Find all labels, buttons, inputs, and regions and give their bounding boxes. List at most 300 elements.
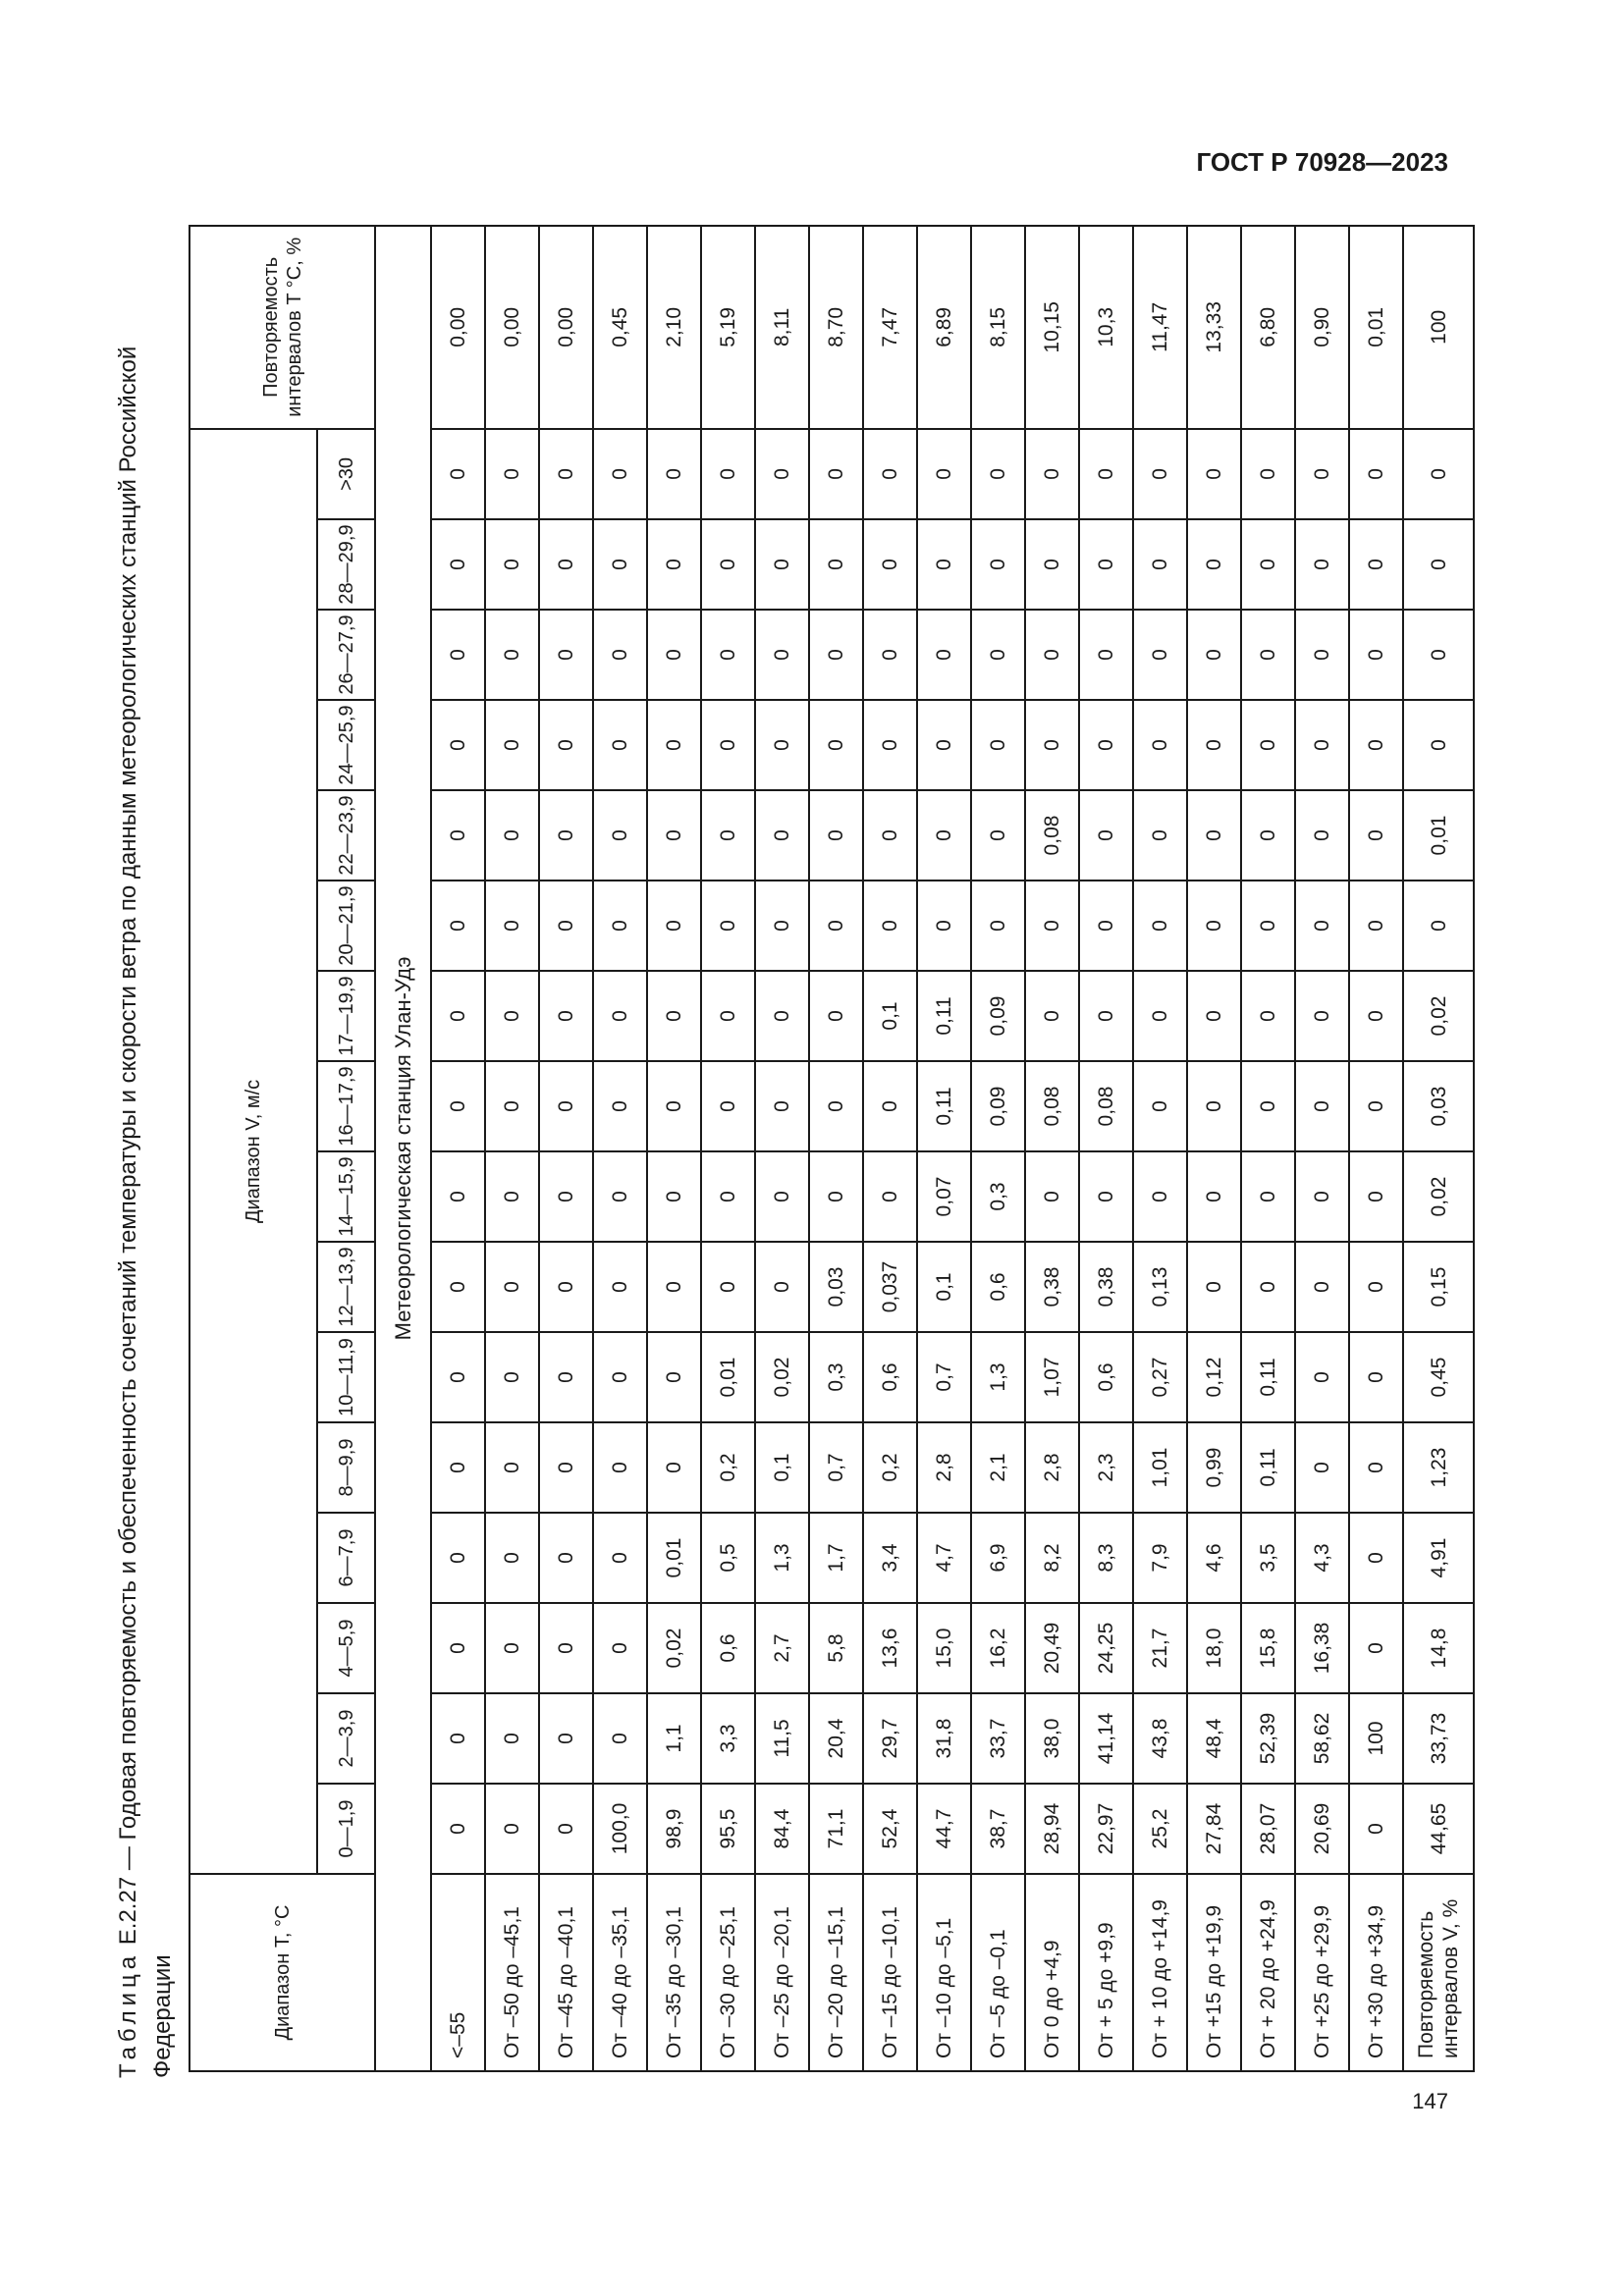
header-speed-bin: 2—3,9 [317,1693,375,1784]
table-cell: 0,03 [809,1242,863,1332]
table-cell: 0 [1025,610,1079,700]
table-cell: 0 [971,610,1025,700]
table-cell: 31,8 [917,1693,971,1784]
table-cell: 0 [917,700,971,790]
table-cell: 0 [539,1242,593,1332]
table-cell: 0 [539,971,593,1061]
table-cell: 0,38 [1079,1242,1133,1332]
table-cell: 0 [593,1332,647,1422]
table-cell: 0 [1241,519,1295,610]
table-cell: 0 [1079,700,1133,790]
table-cell: 0,6 [701,1603,755,1693]
table-cell: 0 [593,1422,647,1513]
table-cell: 0 [1079,790,1133,881]
rotated-table-area [111,227,1462,2078]
table-row [593,226,647,2071]
table-cell: 33,7 [971,1693,1025,1784]
table-cell: 0 [1079,610,1133,700]
table-cell: 0 [1349,519,1403,610]
row-frequency: 0,01 [1349,226,1403,429]
table-cell: 0 [863,790,917,881]
table-cell: 7,9 [1133,1513,1187,1603]
row-label: От + 20 до +24,9 [1241,1874,1295,2071]
table-cell: 0 [593,1242,647,1332]
table-cell: 0 [1349,1061,1403,1151]
caption-text: Е.2.27 — Годовая повторяемость и обеспеченность сочетаний температуры и скорости ветра по данным метеорологических станций Российской Федерации [115,346,176,2078]
table-cell: 5,8 [809,1603,863,1693]
table-cell: 0,2 [701,1422,755,1513]
table-cell: 0,037 [863,1242,917,1332]
row-frequency: 8,11 [755,226,809,429]
table-cell: 0 [1187,1061,1241,1151]
table-cell: 52,39 [1241,1693,1295,1784]
table-cell: 4,7 [917,1513,971,1603]
header-speed-bin: 4—5,9 [317,1603,375,1693]
table-cell: 0 [809,700,863,790]
row-frequency: 0,45 [593,226,647,429]
header-speed-bin: 26—27,9 [317,610,375,700]
table-cell: 0,45 [1403,1332,1474,1422]
header-speed-bin: >30 [317,429,375,519]
document-code: ГОСТ Р 70928—2023 [1196,147,1448,177]
table-cell: 0 [647,790,701,881]
table-cell: 4,91 [1403,1513,1474,1603]
row-frequency: 0,00 [539,226,593,429]
table-cell: 100,0 [593,1784,647,1874]
table-cell: 0,15 [1403,1242,1474,1332]
row-frequency: 2,10 [647,226,701,429]
table-cell: 18,0 [1187,1603,1241,1693]
table-cell: 0 [917,429,971,519]
table-cell: 0 [593,1061,647,1151]
page-number: 147 [1412,2089,1448,2113]
table-row [539,226,593,2071]
table-body [375,226,1474,2071]
table-cell: 0 [863,429,917,519]
table-cell: 3,3 [701,1693,755,1784]
table-cell: 0 [1133,1061,1187,1151]
table-cell: 0 [701,790,755,881]
row-frequency: 8,70 [809,226,863,429]
table-cell: 1,07 [1025,1332,1079,1422]
table-cell: 0,02 [755,1332,809,1422]
table-cell: 11,5 [755,1693,809,1784]
table-cell: 43,8 [1133,1693,1187,1784]
table-cell: 0 [539,429,593,519]
row-frequency: 10,15 [1025,226,1079,429]
header-speed-bin: 0—1,9 [317,1784,375,1874]
table-cell: 41,14 [1079,1693,1133,1784]
table-cell: 0,38 [1025,1242,1079,1332]
table-cell: 0 [539,519,593,610]
table-cell: 0 [485,1693,539,1784]
table-cell: 0 [755,429,809,519]
table-row [863,226,917,2071]
table-row [971,226,1025,2071]
row-frequency: 6,89 [917,226,971,429]
table-cell: 0 [647,610,701,700]
table-cell: 20,4 [809,1693,863,1784]
table-cell: 0 [485,1242,539,1332]
table-row [647,226,701,2071]
table-cell: 0 [1187,519,1241,610]
row-label: Повторяемость интервалов V, % [1403,1874,1474,2071]
table-cell: 0 [485,790,539,881]
table-cell: 4,3 [1295,1513,1349,1603]
table-cell: 27,84 [1187,1784,1241,1874]
table-cell: 0 [431,1603,485,1693]
table-cell: 0 [647,1422,701,1513]
table-cell: 0 [1241,429,1295,519]
table-row [1187,226,1241,2071]
table-caption [111,227,180,2078]
table-cell: 0 [1133,790,1187,881]
table-cell: 0 [1295,1332,1349,1422]
row-label: От + 5 до +9,9 [1079,1874,1133,2071]
table-cell: 0 [1187,1151,1241,1242]
table-cell: 0 [1295,429,1349,519]
table-cell: 0 [485,971,539,1061]
table-cell: 0 [431,881,485,971]
header-speed-bin: 17—19,9 [317,971,375,1061]
table-cell: 98,9 [647,1784,701,1874]
table-cell: 3,4 [863,1513,917,1603]
table-row [1133,226,1187,2071]
table-cell: 0 [647,1061,701,1151]
table-cell: 0,02 [647,1603,701,1693]
table-cell: 1,01 [1133,1422,1187,1513]
table-cell: 0 [1349,1242,1403,1332]
table-cell: 0,01 [701,1332,755,1422]
table-cell: 0 [1295,1422,1349,1513]
table-cell: 2,3 [1079,1422,1133,1513]
table-cell: 24,25 [1079,1603,1133,1693]
table-cell: 0 [863,519,917,610]
table-cell: 0 [539,1603,593,1693]
table-cell: 0 [1079,971,1133,1061]
table-cell: 0 [1133,610,1187,700]
table-cell: 0 [593,971,647,1061]
table-cell: 0 [485,519,539,610]
table-cell: 0 [701,881,755,971]
table-cell: 0 [1349,1603,1403,1693]
table-cell: 0,7 [809,1422,863,1513]
table-cell: 0 [431,1151,485,1242]
row-label: От +30 до +34,9 [1349,1874,1403,2071]
table-cell: 20,69 [1295,1784,1349,1874]
table-cell: 0 [701,519,755,610]
table-cell: 0,1 [863,971,917,1061]
table-cell: 0,09 [971,1061,1025,1151]
row-label: <–55 [431,1874,485,2071]
table-cell: 0 [539,1693,593,1784]
row-frequency: 11,47 [1133,226,1187,429]
table-cell: 84,4 [755,1784,809,1874]
table-cell: 0 [971,700,1025,790]
row-frequency: 5,19 [701,226,755,429]
table-cell: 0 [1241,971,1295,1061]
row-label: От +25 до +29,9 [1295,1874,1349,2071]
table-cell: 0 [1403,610,1474,700]
table-cell: 0 [1295,1151,1349,1242]
table-cell: 0 [539,610,593,700]
caption-prefix: Таблица [115,1950,141,2078]
table-cell: 0 [1241,881,1295,971]
table-cell: 0 [485,429,539,519]
table-cell: 0 [539,1784,593,1874]
table-cell: 0,11 [917,1061,971,1151]
table-cell: 0 [755,881,809,971]
table-cell: 0 [863,1151,917,1242]
table-cell: 100 [1349,1693,1403,1784]
table-cell: 0,11 [1241,1332,1295,1422]
table-cell: 0 [701,1061,755,1151]
table-cell: 0,11 [1241,1422,1295,1513]
table-cell: 0,01 [647,1513,701,1603]
table-cell: 0 [971,429,1025,519]
table-cell: 0 [1349,1784,1403,1874]
table-cell: 0 [593,610,647,700]
table-cell: 0 [755,1151,809,1242]
table-cell: 0,3 [809,1332,863,1422]
table-cell: 13,6 [863,1603,917,1693]
table-cell: 0 [539,881,593,971]
table-cell: 0 [647,700,701,790]
table-cell: 71,1 [809,1784,863,1874]
header-speed-bin: 6—7,9 [317,1513,375,1603]
table-cell: 0 [1349,1513,1403,1603]
table-cell: 29,7 [863,1693,917,1784]
table-cell: 0 [701,700,755,790]
table-cell: 0 [1403,519,1474,610]
table-cell: 0 [647,971,701,1061]
table-cell: 0 [1241,610,1295,700]
table-cell: 0,1 [755,1422,809,1513]
table-cell: 44,7 [917,1784,971,1874]
table-cell: 0 [647,429,701,519]
table-cell: 0 [539,700,593,790]
table-cell: 0 [1295,790,1349,881]
table-cell: 4,6 [1187,1513,1241,1603]
table-cell: 0 [1403,881,1474,971]
table-cell: 0 [1187,610,1241,700]
table-row [1025,226,1079,2071]
table-cell: 3,5 [1241,1513,1295,1603]
row-frequency: 10,3 [1079,226,1133,429]
table-cell: 52,4 [863,1784,917,1874]
table-cell: 0 [863,610,917,700]
table-cell: 0 [1025,700,1079,790]
table-cell: 0 [1403,700,1474,790]
header-speed-bin: 16—17,9 [317,1061,375,1151]
table-cell: 0 [485,1332,539,1422]
table-cell: 0 [431,1693,485,1784]
table-cell: 0,6 [971,1242,1025,1332]
table-cell: 0 [1349,700,1403,790]
table-cell: 15,0 [917,1603,971,1693]
table-cell: 0 [755,971,809,1061]
table-cell: 0,3 [971,1151,1025,1242]
row-label: От + 10 до +14,9 [1133,1874,1187,2071]
table-cell: 0 [431,429,485,519]
table-cell: 16,38 [1295,1603,1349,1693]
table-cell: 0 [1133,519,1187,610]
table-cell: 0 [1025,429,1079,519]
table-cell: 8,3 [1079,1513,1133,1603]
table-cell: 0 [431,519,485,610]
table-cell: 0 [809,881,863,971]
table-cell: 0 [1295,700,1349,790]
table-cell: 0 [485,1603,539,1693]
table-cell: 0 [755,610,809,700]
table-cell: 0 [971,881,1025,971]
table-cell: 0 [431,610,485,700]
table-row [1241,226,1295,2071]
row-label: От –40 до –35,1 [593,1874,647,2071]
table-cell: 0 [863,1061,917,1151]
table-cell: 0 [593,790,647,881]
table-cell: 0 [1187,700,1241,790]
table-cell: 28,07 [1241,1784,1295,1874]
station-row [375,226,431,2071]
table-cell: 0,12 [1187,1332,1241,1422]
table-cell: 0 [701,1151,755,1242]
table-cell: 0 [1025,881,1079,971]
table-cell: 0 [1133,1151,1187,1242]
table-cell: 0 [917,610,971,700]
table-cell: 38,7 [971,1784,1025,1874]
table-cell: 0,7 [917,1332,971,1422]
row-frequency: 100 [1403,226,1474,429]
header-speed-bin: 10—11,9 [317,1332,375,1422]
header-row-2 [317,226,375,2071]
table-cell: 0 [1025,1151,1079,1242]
table-cell: 0 [539,1513,593,1603]
table-cell: 0 [485,700,539,790]
table-cell: 0 [1295,1061,1349,1151]
table-cell: 0 [701,610,755,700]
table-cell: 0 [863,700,917,790]
table-cell: 0 [539,1332,593,1422]
table-cell: 0 [1187,1242,1241,1332]
table-cell: 0 [1349,1332,1403,1422]
table-cell: 21,7 [1133,1603,1187,1693]
table-cell: 0 [809,610,863,700]
table-cell: 0 [539,790,593,881]
table-cell: 95,5 [701,1784,755,1874]
table-cell: 0,08 [1079,1061,1133,1151]
row-frequency: 13,33 [1187,226,1241,429]
table-cell: 0 [431,1784,485,1874]
table-row [701,226,755,2071]
row-frequency: 7,47 [863,226,917,429]
table-cell: 0 [917,881,971,971]
table-cell: 0,2 [863,1422,917,1513]
table-cell: 0 [1133,700,1187,790]
table-cell: 0 [431,790,485,881]
row-label: От –30 до –25,1 [701,1874,755,2071]
table-cell: 0 [1241,790,1295,881]
table-cell: 0,08 [1025,790,1079,881]
table-cell: 8,2 [1025,1513,1079,1603]
table-cell: 0 [1295,610,1349,700]
table-row [431,226,485,2071]
table-cell: 2,8 [917,1422,971,1513]
table-cell: 0 [485,1151,539,1242]
table-cell: 0 [1295,519,1349,610]
header-speed-bin: 8—9,9 [317,1422,375,1513]
table-cell: 0 [809,971,863,1061]
table-cell: 1,3 [755,1513,809,1603]
table-cell: 0,6 [1079,1332,1133,1422]
table-cell: 0 [1079,429,1133,519]
table-cell: 1,1 [647,1693,701,1784]
table-cell: 0,27 [1133,1332,1187,1422]
table-cell: 0 [1079,881,1133,971]
row-label: От 0 до +4,9 [1025,1874,1079,2071]
table-cell: 25,2 [1133,1784,1187,1874]
table-cell: 0 [809,429,863,519]
table-cell: 0 [593,700,647,790]
table-row [917,226,971,2071]
table-cell: 0 [431,1332,485,1422]
table-cell: 0,13 [1133,1242,1187,1332]
header-row-1 [189,226,317,2071]
table-cell: 0 [809,1061,863,1151]
table-row [1403,226,1474,2071]
table-cell: 0 [1241,1151,1295,1242]
table-cell: 0 [593,429,647,519]
table-cell: 0 [647,1242,701,1332]
table-cell: 0 [1349,790,1403,881]
table-cell: 0 [1187,790,1241,881]
table-row [755,226,809,2071]
table-cell: 0,99 [1187,1422,1241,1513]
table-cell: 0 [917,519,971,610]
table-cell: 0,5 [701,1513,755,1603]
table-row [809,226,863,2071]
table-cell: 0 [1349,429,1403,519]
header-speed-bin: 28—29,9 [317,519,375,610]
header-speed-bin: 12—13,9 [317,1242,375,1332]
table-cell: 0 [1295,1242,1349,1332]
table-cell: 0 [539,1422,593,1513]
table-cell: 0 [1295,971,1349,1061]
table-cell: 0 [971,519,1025,610]
row-label: От +15 до +19,9 [1187,1874,1241,2071]
table-cell: 0 [1025,519,1079,610]
table-cell: 0 [1403,429,1474,519]
table-cell: 0 [809,790,863,881]
table-cell: 0 [593,1151,647,1242]
table-cell: 0 [431,971,485,1061]
table-cell: 0 [647,519,701,610]
table-cell: 0 [485,1513,539,1603]
table-cell: 1,7 [809,1513,863,1603]
table-cell: 0,01 [1403,790,1474,881]
table-cell: 0 [485,1061,539,1151]
table-row [1079,226,1133,2071]
table-cell: 0 [431,1242,485,1332]
row-frequency: 6,80 [1241,226,1295,429]
table-cell: 0 [701,971,755,1061]
data-table [189,225,1475,2072]
table-cell: 0 [431,1513,485,1603]
table-cell: 0 [1079,519,1133,610]
table-cell: 0 [485,1422,539,1513]
table-cell: 0 [1187,429,1241,519]
table-cell: 0 [647,1151,701,1242]
